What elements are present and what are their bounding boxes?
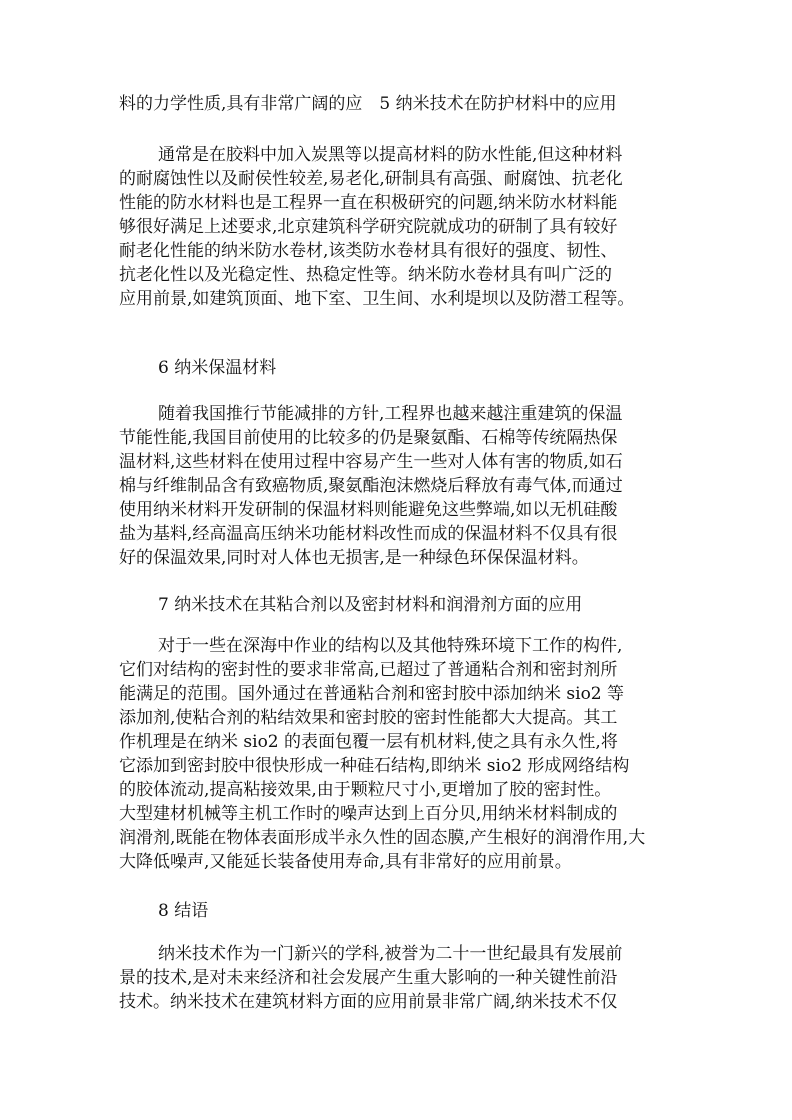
section-heading-8: 8 结语 bbox=[158, 901, 209, 921]
paragraph-line: 耐老化性能的纳米防水卷材,该类防水卷材具有很好的强度、韧性、 bbox=[119, 241, 618, 261]
paragraph-line: 作机理是在纳米 sio2 的表面包覆一层有机材料,使之具有永久性,将 bbox=[119, 732, 618, 752]
paragraph-line: 温材料,这些材料在使用过程中容易产生一些对人体有害的物质,如石 bbox=[119, 452, 623, 472]
paragraph-line: 棉与纤维制品含有致癌物质,聚氨酯泡沫燃烧后释放有毒气体,而通过 bbox=[119, 476, 623, 496]
paragraph-line: 能满足的范围。国外通过在普通粘合剂和密封胶中添加纳米 sio2 等 bbox=[119, 684, 625, 704]
paragraph-line: 节能性能,我国目前使用的比较多的仍是聚氨酯、石棉等传统隔热保 bbox=[119, 428, 618, 448]
paragraph-line: 润滑剂,既能在物体表面形成半永久性的固态膜,产生根好的润滑作用,大 bbox=[119, 828, 646, 848]
paragraph-line: 性能的防水材料也是工程界一直在积极研究的问题,纳米防水材料能 bbox=[119, 193, 618, 213]
section-heading-7: 7 纳米技术在其粘合剂以及密封材料和润滑剂方面的应用 bbox=[158, 595, 583, 615]
paragraph-line: 随着我国推行节能减排的方针,工程界也越来越注重建筑的保温 bbox=[158, 404, 623, 424]
paragraph-line: 对于一些在深海中作业的结构以及其他特殊环境下工作的构件, bbox=[158, 636, 623, 656]
paragraph-line: 景的技术,是对未来经济和社会发展产生重大影响的一种关键性前沿 bbox=[119, 968, 618, 988]
paragraph-line: 添加剂,使粘合剂的粘结效果和密封胶的密封性能都大大提高。其工 bbox=[119, 708, 618, 728]
paragraph-line: 大降低噪声,又能延长装备使用寿命,具有非常好的应用前景。 bbox=[119, 852, 572, 872]
paragraph-line: 够很好满足上述要求,北京建筑科学研究院就成功的研制了具有较好 bbox=[119, 217, 618, 237]
section-heading-6: 6 纳米保温材料 bbox=[158, 358, 277, 378]
paragraph-line: 纳米技术作为一门新兴的学科,被誉为二十一世纪最具有发展前 bbox=[158, 944, 623, 964]
paragraph-line: 应用前景,如建筑顶面、地下室、卫生间、水利堤坝以及防潜工程等。 bbox=[119, 289, 635, 309]
paragraph-line: 的耐腐蚀性以及耐侯性较差,易老化,研制具有高强、耐腐蚀、抗老化 bbox=[119, 169, 623, 189]
paragraph-line: 它们对结构的密封性的要求非常高,已超过了普通粘合剂和密封剂所 bbox=[119, 660, 618, 680]
paragraph-line: 通常是在胶料中加入炭黑等以提高材料的防水性能,但这种材料 bbox=[158, 145, 623, 165]
paragraph-line: 的胶体流动,提高粘接效果,由于颗粒尺寸小,更增加了胶的密封性。 bbox=[119, 780, 612, 800]
paragraph-line: 使用纳米材料开发研制的保温材料则能避免这些弊端,如以无机硅酸 bbox=[119, 500, 618, 520]
paragraph-line: 好的保温效果,同时对人体也无损害,是一种绿色环保保温材料。 bbox=[119, 548, 589, 568]
paragraph-line: 抗老化性以及光稳定性、热稳定性等。纳米防水卷材具有叫广泛的 bbox=[119, 265, 612, 285]
paragraph-line: 技术。纳米技术在建筑材料方面的应用前景非常广阔,纳米技术不仅 bbox=[119, 992, 618, 1012]
paragraph-line: 它添加到密封胶中很快形成一种硅石结构,即纳米 sio2 形成网络结构 bbox=[119, 756, 630, 776]
paragraph-line: 大型建材机械等主机工作时的噪声达到上百分贝,用纳米材料制成的 bbox=[119, 804, 618, 824]
paragraph-line: 盐为基料,经高温高压纳米功能材料改性而成的保温材料不仅具有很 bbox=[119, 524, 618, 544]
top-text-line: 料的力学性质,具有非常广阔的应 5 纳米技术在防护材料中的应用 bbox=[119, 94, 617, 114]
